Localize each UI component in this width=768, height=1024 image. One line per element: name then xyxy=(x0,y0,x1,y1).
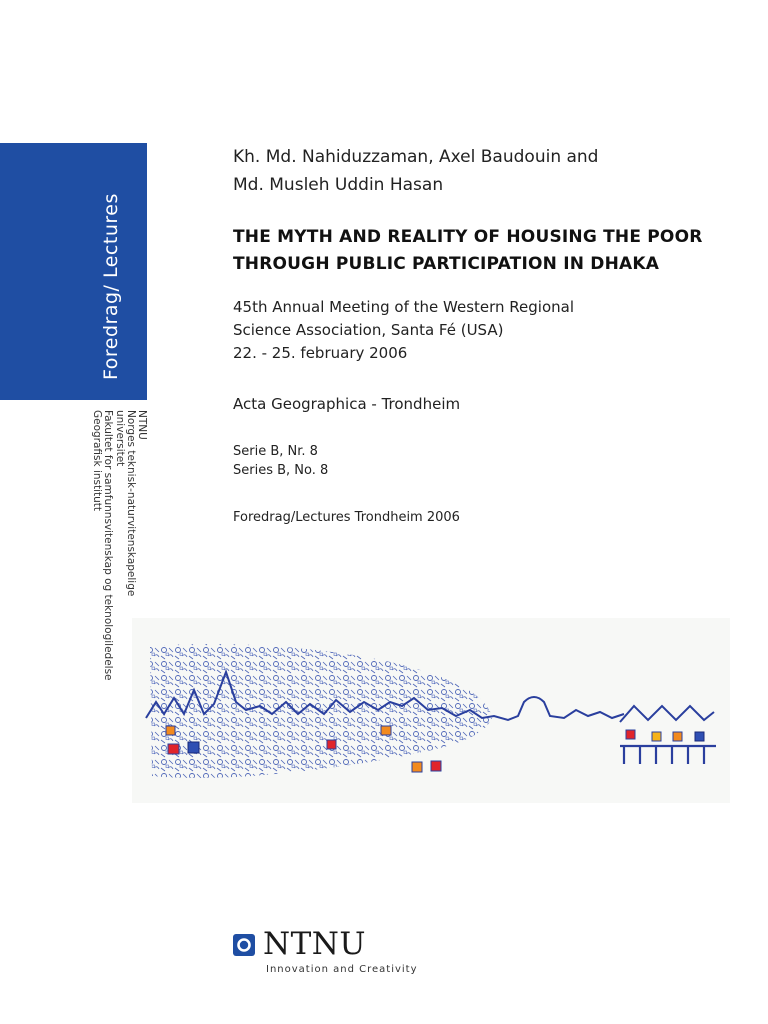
author-line: Md. Musleh Uddin Hasan xyxy=(233,175,444,195)
title-line: THE MYTH AND REALITY OF HOUSING THE POOR xyxy=(233,227,703,247)
window xyxy=(695,732,704,741)
window xyxy=(431,761,441,771)
window xyxy=(626,730,635,739)
window xyxy=(166,726,175,735)
document-title xyxy=(233,224,703,278)
meeting-line: Science Association, Santa Fé (USA) xyxy=(233,321,504,339)
window xyxy=(673,732,682,741)
institution-line: universitet xyxy=(113,410,126,467)
serie-line: Series B, No. 8 xyxy=(233,463,329,478)
series-label-vertical: Foredrag/ Lectures xyxy=(100,193,122,380)
meeting-date: 22. - 25. february 2006 xyxy=(233,344,408,362)
sidebar-band xyxy=(0,143,147,400)
serie-info xyxy=(233,442,328,480)
publication-series: Acta Geographica - Trondheim xyxy=(233,395,461,413)
window xyxy=(168,744,179,754)
foredrag-line: Foredrag/Lectures Trondheim 2006 xyxy=(233,510,460,525)
ntnu-logo-icon xyxy=(233,934,255,956)
title-line: THROUGH PUBLIC PARTICIPATION IN DHAKA xyxy=(233,254,660,274)
author-line: Kh. Md. Nahiduzzaman, Axel Baudouin and xyxy=(233,147,599,167)
window xyxy=(327,740,336,749)
logo-wordmark: NTNU xyxy=(263,926,367,962)
logo-tagline: Innovation and Creativity xyxy=(266,964,418,975)
institution-line: Fakultet for samfunnsvitenskap og teknologiledelse xyxy=(102,410,115,681)
institution-line: Geografisk institutt xyxy=(91,410,104,512)
institution-line: Norges teknisk-naturvitenskapelige xyxy=(124,410,137,597)
window xyxy=(652,732,661,741)
city-sketch-illustration xyxy=(132,618,730,803)
serie-line: Serie B, Nr. 8 xyxy=(233,444,318,459)
window xyxy=(412,762,422,772)
window xyxy=(188,742,199,753)
window xyxy=(381,726,391,735)
meeting-info xyxy=(233,296,574,365)
meeting-line: 45th Annual Meeting of the Western Regional xyxy=(233,298,575,316)
authors xyxy=(233,143,598,199)
institution-line: NTNU xyxy=(136,410,148,440)
